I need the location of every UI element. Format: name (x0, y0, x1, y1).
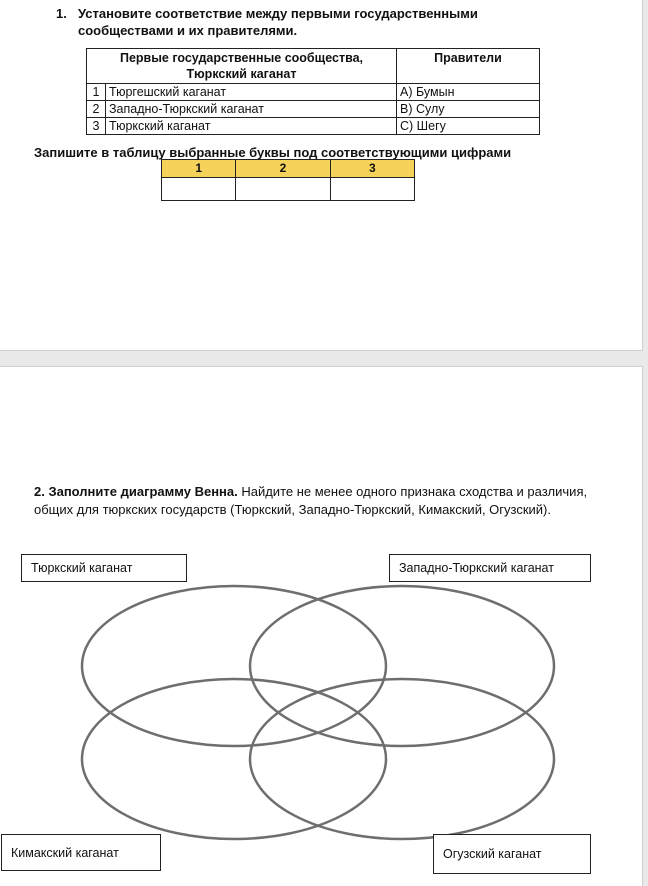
row-number: 2 (87, 101, 106, 118)
label-turkic-khaganate: Тюркский каганат (21, 554, 187, 582)
worksheet-page-2 (0, 366, 643, 886)
label-kimak-khaganate: Кимакский каганат (1, 834, 161, 871)
header-communities: Первые государственные сообщества, Тюркский каганат (87, 49, 397, 84)
row-number: 3 (87, 118, 106, 135)
answer-cell-2[interactable] (236, 178, 330, 201)
task1-number: 1. (56, 6, 67, 21)
task1-title: Установите соответствие между первыми государственными сообществами и их правителями. (78, 6, 478, 38)
answer-table-header (162, 160, 415, 178)
answer-header-3: 3 (330, 160, 414, 178)
table-row (87, 84, 540, 101)
matching-table (86, 48, 540, 135)
community-name: Западно-Тюркский каганат (106, 101, 397, 118)
community-name: Тюргешский каганат (106, 84, 397, 101)
table-row (87, 118, 540, 135)
table-row (87, 101, 540, 118)
venn-ellipse-top-right[interactable] (250, 586, 554, 746)
venn-diagram (0, 367, 642, 886)
header-rulers: Правители (397, 49, 540, 84)
label-west-turkic-khaganate: Западно-Тюркский каганат (389, 554, 591, 582)
venn-ellipse-top-left[interactable] (82, 586, 386, 746)
venn-ellipse-bottom-right[interactable] (250, 679, 554, 839)
answer-cell-1[interactable] (162, 178, 236, 201)
matching-table-header (87, 49, 540, 84)
task2-title-rest: Найдите не менее одного признака сходства и различия, общих для тюркских государств (Тюркский, Западно-Тюркский, Кимакский, Огузский). (34, 484, 588, 517)
community-name: Тюркский каганат (106, 118, 397, 135)
ruler-name: С) Шегу (397, 118, 540, 135)
task2-title-bold: 2. Заполните диаграмму Венна. (34, 484, 238, 499)
answer-table (161, 159, 415, 201)
answer-cell-3[interactable] (330, 178, 414, 201)
venn-ellipse-bottom-left[interactable] (82, 679, 386, 839)
ruler-name: А) Бумын (397, 84, 540, 101)
task1-instruction: Запишите в таблицу выбранные буквы под соответствующими цифрами (34, 145, 512, 160)
ruler-name: В) Сулу (397, 101, 540, 118)
row-number: 1 (87, 84, 106, 101)
answer-header-1: 1 (162, 160, 236, 178)
worksheet-page-1 (0, 0, 643, 351)
label-oghuz-khaganate: Огузский каганат (433, 834, 591, 874)
answer-row (162, 178, 415, 201)
answer-header-2: 2 (236, 160, 330, 178)
